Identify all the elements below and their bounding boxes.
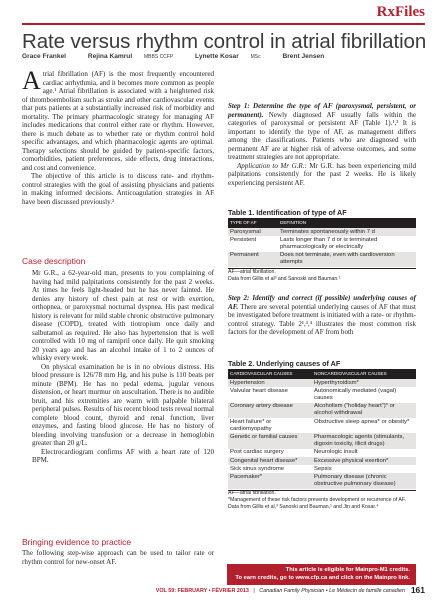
- drop-cap: A: [22, 66, 41, 95]
- volume-label: VOL 59: FEBRUARY • FÉVRIER 2013: [155, 588, 249, 594]
- article-title: Rate versus rhythm control in atrial fibrillation: [22, 30, 427, 53]
- table-row: Paroxysmal Terminates spontaneously within 7 d: [228, 228, 416, 236]
- step1-paragraph: Step 1: Determine the type of AF (paroxysmal, persistent, or permanent). Newly diagnosed AF usually falls within the categories of paroxysmal or persistent AF (Table 1).¹,³ It is important to identify the type of AF, as management differs among the classifications. Patients who are diagnosed with permanent AF are at higher risk of adverse outcomes, and some treatment strategies are not appropriate.: [228, 102, 416, 161]
- table-2-grid: [228, 369, 416, 489]
- journal-name: Canadian Family Physician • Le Médecin de famille canadien: [259, 588, 405, 594]
- table-row: Sick sinus syndrome Sepsis: [230, 465, 332, 472]
- step2-heading: Step 2: Identify and correct (if possible) underlying causes of AF.: [228, 294, 416, 311]
- evidence-heading: Bringing evidence to practice: [22, 537, 132, 547]
- application-heading: Application to Mr G.R.:: [237, 161, 307, 170]
- application-paragraph: Application to Mr G.R.: Mr G.R. has been experiencing mild palpitations consistently for the past 2 weeks. He is likely experiencing persistent AF.: [228, 161, 416, 187]
- page-footer: VOL 59: FEBRUARY • FÉVRIER 2013 | Canadian Family Physician • Le Médecin de famille canadien: [155, 588, 405, 594]
- step2-block: [228, 294, 416, 337]
- author: Rejina Kamrul MBBS CCFP: [87, 53, 174, 60]
- table-row: Coronary artery disease Alcoholism (“holiday heart”)* or alcohol withdrawal: [228, 403, 416, 418]
- table-2-source: Data from Gillis et al,³ Sanoski and Bauman,¹ and Jin and Kosar.⁴: [228, 504, 379, 511]
- step2-paragraph: Step 2: Identify and correct (if possible) underlying causes of AF. There are several potential underlying causes of AF that must be investigated before treatment is initiated with a rate- or rhythm-control strategy. Table 2¹,³,⁴ illustrates the most common risk factors for the development of AF from both: [228, 294, 416, 336]
- table-2: [228, 359, 416, 511]
- author: Brent Jensen: [282, 53, 325, 60]
- mainpro-credit-box: [227, 564, 416, 585]
- evidence-paragraph: The following step-wise approach can be used to tailor rate or rhythm control for new-onset AF.: [22, 549, 214, 566]
- case-heading: Case description: [22, 256, 86, 266]
- left-column: [22, 66, 214, 206]
- table-row: Valvular heart disease Autonomically mediated (vagal) causes: [230, 387, 397, 401]
- table-2-footnote: *Management of these risk factors prevents development or recurrence of AF.: [228, 497, 406, 504]
- ecg-paragraph: Electrocardiogram confirms AF with a heart rate of 120 BPM.: [32, 447, 214, 464]
- table-2-title: Table 2. Underlying causes of AF: [228, 359, 341, 368]
- author-list: [22, 53, 344, 60]
- header-rule: [22, 23, 425, 25]
- table-row: Congenital heart disease* Excessive physical exertion*: [228, 457, 416, 465]
- section-label: RxFiles: [376, 4, 425, 20]
- table-row: Persistent Lasts longer than 7 d or is terminated pharmacologically or electrically: [230, 236, 378, 250]
- author: Lynette Kosar MSc: [195, 53, 261, 60]
- table-1-note: AF—atrial fibrillation.: [228, 268, 276, 275]
- table-header: TYPE OF AF: [228, 218, 278, 228]
- author: Grace Frankel: [22, 53, 66, 60]
- step1-block: [228, 102, 416, 187]
- table-header: NONCARDIOVASCULAR CAUSES: [312, 369, 416, 379]
- case-column: [32, 269, 214, 465]
- credit-line-2: To earn credits, go to www.cfp.ca and click on the Mainpro link.: [235, 575, 410, 581]
- table-row: Hypertension Hyperthyroidism*: [228, 379, 416, 387]
- exam-paragraph: On physical examination he is in no obvious distress. His blood pressure is 126/78 mm Hg, and his pulse is 110 beats per minute (BPM). He has no pedal edema, jugular venous distension, or heart murmur on auscultation. There is no audible bruit, and his extremities are warm with palpable bilateral peripheral pulses. Results of his recent blood tests reveal normal complete blood count, thyroid and renal function, liver enzymes, and fasting blood glucose. He has no history of bleeding involving transfusion or a decrease in hemoglobin greater than 20 g/L.: [32, 362, 214, 447]
- table-1: [228, 208, 416, 283]
- table-1-source: Data from Gillis et al³ and Sanoski and Bauman.¹: [228, 275, 341, 282]
- table-row: Genetic or familial causes Pharmacologic agents (stimulants, digoxin toxicity, illicit drugs): [228, 433, 416, 448]
- credit-line-1: This article is eligible for Mainpro-M1 credits.: [285, 567, 410, 573]
- objective-paragraph: The objective of this article is to discuss rate- and rhythm-control strategies with the goal of assisting physicians and patients in making informed decisions. Anticoagulation strategies in AF have been discussed previously.²: [22, 172, 214, 206]
- table-1-grid: [228, 218, 416, 267]
- case-paragraph: Mr G.R., a 62-year-old man, presents to you complaining of having had mild palpitations consistently for the past 2 weeks. At times he feels light-headed but he has never fainted. He denies any history of chest pain at rest or with exertion, orthopnea, or paroxysmal nocturnal dyspnea. His past medical history is relevant for mild stable chronic obstructive pulmonary disease (COPD), treated with tiotropium once daily and salbutamol as required. He also has hypertension that is well controlled with 10 mg of ramipril once daily. He quit smoking 20 years ago and has an alcohol intake of 1 to 2 ounces of whisky every week.: [32, 269, 214, 362]
- table-row: Pacemaker* Pulmonary disease (chronic obstructive pulmonary disease): [228, 473, 416, 488]
- table-row: Permanent Does not terminate, even with cardioversion attempts: [228, 252, 416, 267]
- table-header: DEFINITION: [278, 218, 416, 228]
- step1-heading: Step 1: Determine the type of AF (paroxysmal, persistent, or permanent).: [228, 102, 416, 119]
- table-row: Post cardiac surgery Neurologic insult: [230, 449, 358, 456]
- table-2-note: AF—atrial fibrillation.: [228, 490, 276, 497]
- table-header: CARDIOVASCULAR CAUSES: [228, 369, 312, 379]
- table-row: Heart failure* or cardiomyopathy Obstructive sleep apnea* or obesity*: [230, 418, 410, 432]
- intro-paragraph: Atrial fibrillation (AF) is the most frequently encountered cardiac arrhythmia, and it becomes more common as people age.¹ Atrial fibrillation is associated with a heightened risk of thromboembolism such as stroke and other cardiovascular events that puts patients at a substantially increased risk of morbidity and mortality. The primary pharmacologic strategy for managing AF includes medications that control either rate or rhythm. However, there is much debate as to whether rate or rhythm control hold specific advantages, and which pharmacologic agents are optimal. Therapy selections should be guided by patient-specific factors, comorbidities, patient preferences, side effects, drug interactions, and cost and convenience.: [22, 66, 214, 172]
- table-1-title: Table 1. Identification of type of AF: [228, 208, 347, 217]
- page-number: 161: [410, 585, 425, 595]
